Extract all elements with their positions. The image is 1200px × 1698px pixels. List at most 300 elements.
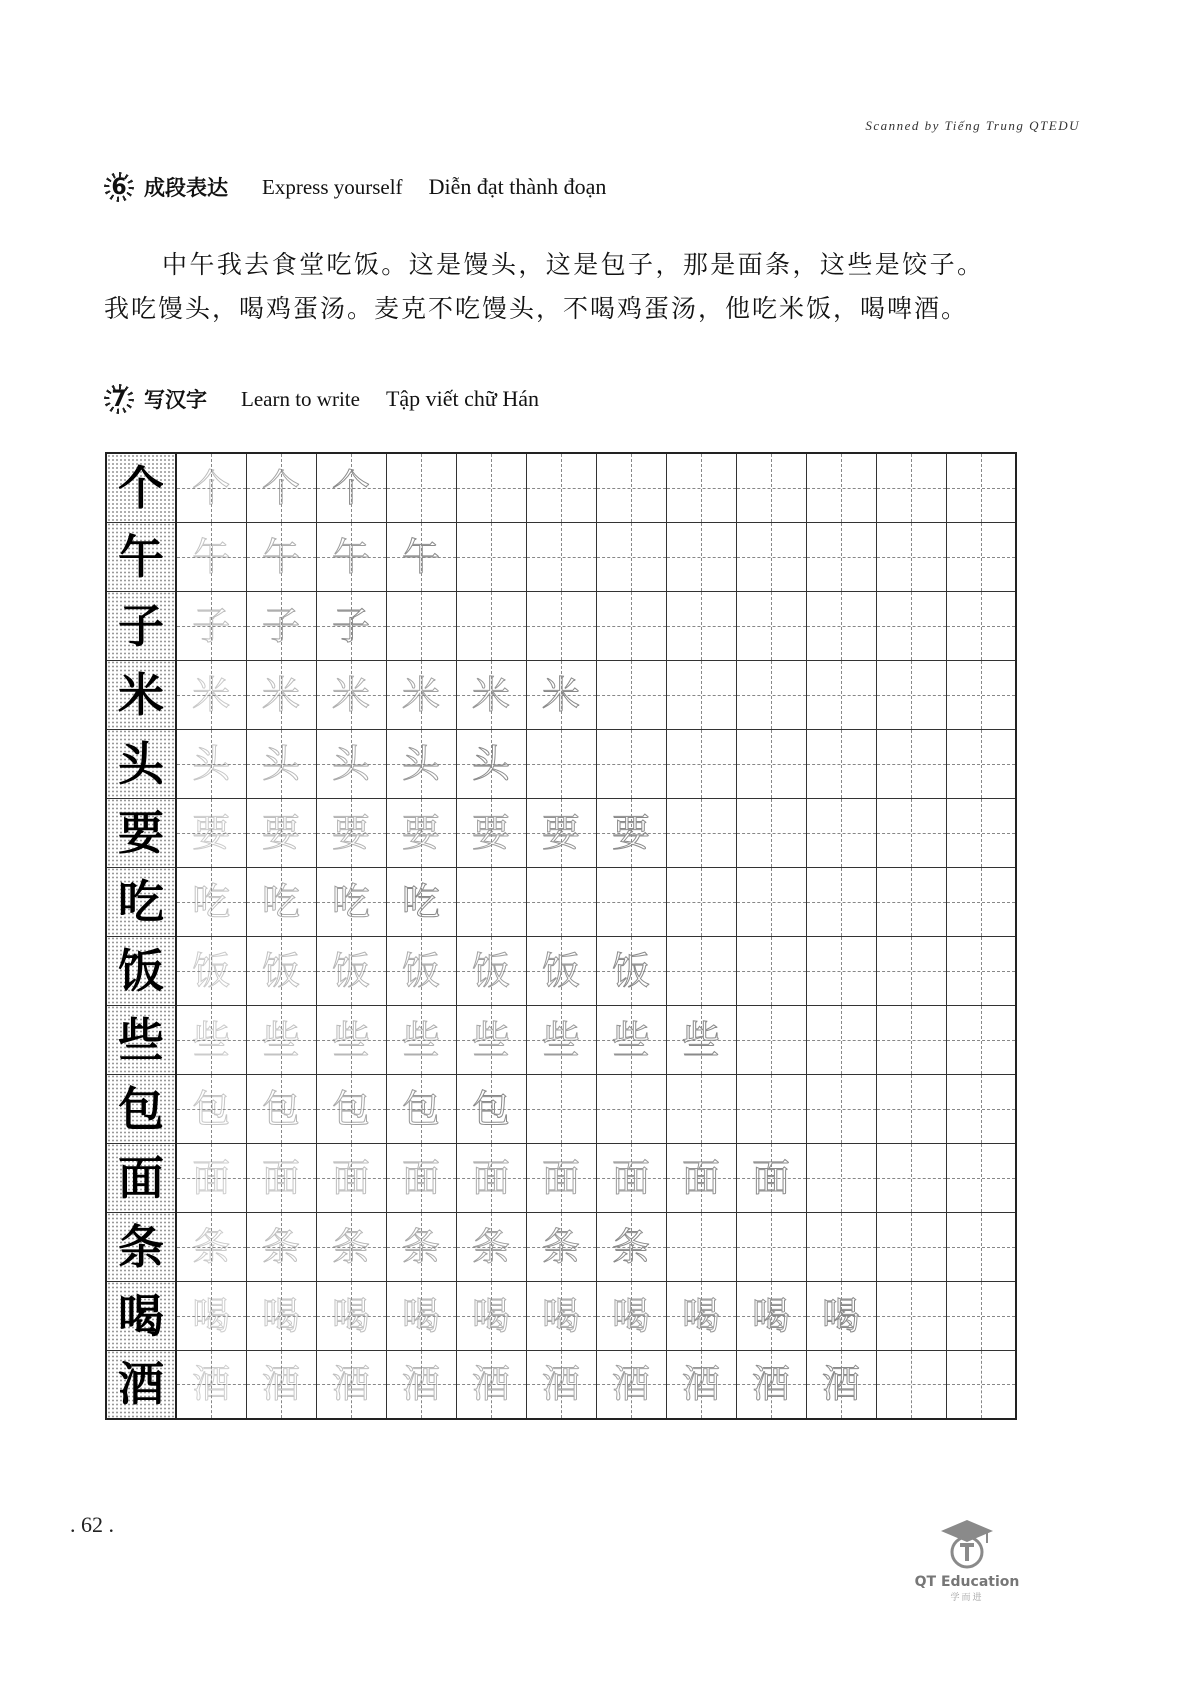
tracing-character: 些 — [331, 1017, 370, 1062]
practice-cell[interactable] — [316, 453, 386, 522]
model-character: 吃 — [118, 874, 164, 929]
practice-cell[interactable] — [316, 1212, 386, 1281]
practice-cell[interactable] — [456, 1005, 526, 1074]
tracing-character: 些 — [541, 1017, 580, 1062]
model-character: 午 — [118, 529, 164, 584]
practice-cell[interactable] — [946, 867, 1016, 936]
practice-cell[interactable] — [176, 1005, 246, 1074]
tracing-character: 些 — [471, 1017, 510, 1062]
practice-cell[interactable] — [806, 453, 876, 522]
practice-cell[interactable] — [806, 867, 876, 936]
practice-cell[interactable] — [316, 522, 386, 591]
tracing-character: 酒 — [192, 1362, 231, 1407]
practice-cell[interactable] — [316, 798, 386, 867]
practice-cell[interactable] — [876, 1212, 946, 1281]
practice-cell[interactable] — [806, 1281, 876, 1350]
practice-cell[interactable] — [456, 660, 526, 729]
tracing-character: 子 — [331, 603, 370, 648]
practice-cell[interactable] — [596, 936, 666, 1005]
model-character: 子 — [118, 598, 164, 653]
practice-cell[interactable] — [316, 1143, 386, 1212]
tracing-character: 要 — [471, 810, 510, 855]
tracing-character: 吃 — [192, 879, 231, 924]
practice-cell[interactable] — [876, 1005, 946, 1074]
practice-cell[interactable] — [946, 1074, 1016, 1143]
tracing-character: 子 — [192, 603, 231, 648]
practice-cell[interactable] — [876, 798, 946, 867]
practice-row — [106, 1281, 1016, 1350]
tracing-character: 喝 — [681, 1293, 720, 1338]
practice-cell[interactable] — [946, 1143, 1016, 1212]
practice-cell[interactable] — [666, 1005, 736, 1074]
practice-cell[interactable] — [736, 591, 806, 660]
tracing-character: 米 — [541, 672, 580, 717]
practice-cell[interactable] — [736, 936, 806, 1005]
practice-cell[interactable] — [386, 867, 456, 936]
practice-cell[interactable] — [386, 798, 456, 867]
tracing-character: 午 — [401, 534, 440, 579]
tracing-character: 条 — [401, 1224, 440, 1269]
tracing-character: 午 — [331, 534, 370, 579]
practice-cell[interactable] — [736, 1212, 806, 1281]
practice-cell[interactable] — [596, 729, 666, 798]
tracing-character: 饭 — [192, 948, 231, 993]
tracing-character: 要 — [401, 810, 440, 855]
practice-cell[interactable] — [876, 453, 946, 522]
practice-cell[interactable] — [456, 1281, 526, 1350]
practice-cell[interactable] — [176, 660, 246, 729]
practice-cell[interactable] — [946, 1350, 1016, 1419]
practice-cell[interactable] — [246, 1212, 316, 1281]
practice-cell[interactable] — [806, 591, 876, 660]
tracing-character: 喝 — [751, 1293, 790, 1338]
tracing-character: 酒 — [611, 1362, 650, 1407]
model-character-cell — [106, 729, 176, 798]
practice-cell[interactable] — [526, 798, 596, 867]
section-7-title-vi: Tập viết chữ Hán — [385, 386, 539, 411]
tracing-character: 米 — [192, 672, 231, 717]
section-number-badge-icon: 6 — [104, 172, 134, 202]
model-character: 喝 — [118, 1288, 164, 1343]
practice-cell[interactable] — [666, 1143, 736, 1212]
tracing-character: 头 — [261, 741, 300, 786]
tracing-character: 条 — [192, 1224, 231, 1269]
practice-cell[interactable] — [596, 1212, 666, 1281]
practice-cell[interactable] — [246, 798, 316, 867]
practice-cell[interactable] — [246, 936, 316, 1005]
tracing-character: 饭 — [331, 948, 370, 993]
model-character-cell — [106, 798, 176, 867]
practice-cell[interactable] — [246, 591, 316, 660]
practice-cell[interactable] — [946, 936, 1016, 1005]
model-character: 米 — [118, 667, 164, 722]
practice-row — [106, 1143, 1016, 1212]
practice-cell[interactable] — [946, 1281, 1016, 1350]
practice-row — [106, 1212, 1016, 1281]
practice-row — [106, 522, 1016, 591]
practice-cell[interactable] — [596, 1005, 666, 1074]
practice-cell[interactable] — [246, 1005, 316, 1074]
model-character-cell — [106, 1350, 176, 1419]
practice-cell[interactable] — [526, 453, 596, 522]
tracing-character: 包 — [261, 1086, 300, 1131]
practice-cell[interactable] — [176, 591, 246, 660]
practice-cell[interactable] — [946, 729, 1016, 798]
practice-cell[interactable] — [876, 1281, 946, 1350]
practice-cell[interactable] — [806, 1350, 876, 1419]
model-character: 饭 — [118, 943, 164, 998]
tracing-character: 条 — [541, 1224, 580, 1269]
practice-cell[interactable] — [386, 1212, 456, 1281]
tracing-character: 条 — [471, 1224, 510, 1269]
model-character: 些 — [118, 1012, 164, 1067]
tracing-character: 喝 — [261, 1293, 300, 1338]
tracing-character: 头 — [471, 741, 510, 786]
practice-cell[interactable] — [666, 798, 736, 867]
practice-cell[interactable] — [526, 1074, 596, 1143]
page-number: . 62 . — [70, 1512, 114, 1537]
practice-cell[interactable] — [736, 867, 806, 936]
practice-cell[interactable] — [316, 1281, 386, 1350]
section-7-title-zh: 写汉字 — [144, 388, 207, 412]
section-6-title-zh: 成段表达 — [144, 176, 228, 200]
tracing-character: 些 — [261, 1017, 300, 1062]
tracing-character: 头 — [192, 741, 231, 786]
tracing-character: 头 — [401, 741, 440, 786]
practice-cell[interactable] — [876, 660, 946, 729]
practice-cell[interactable] — [316, 867, 386, 936]
model-character: 个 — [118, 460, 164, 515]
tracing-character: 米 — [471, 672, 510, 717]
practice-cell[interactable] — [666, 1350, 736, 1419]
practice-cell[interactable] — [946, 453, 1016, 522]
practice-cell[interactable] — [876, 867, 946, 936]
tracing-character: 个 — [331, 465, 370, 510]
practice-cell[interactable] — [316, 1005, 386, 1074]
practice-cell[interactable] — [456, 1074, 526, 1143]
practice-cell[interactable] — [526, 729, 596, 798]
tracing-character: 酒 — [821, 1362, 860, 1407]
practice-cell[interactable] — [526, 660, 596, 729]
logo-subtitle: 学而进 — [950, 1593, 984, 1603]
practice-cell[interactable] — [386, 1074, 456, 1143]
practice-cell[interactable] — [176, 1212, 246, 1281]
practice-row — [106, 867, 1016, 936]
tracing-character: 些 — [681, 1017, 720, 1062]
practice-cell[interactable] — [526, 1350, 596, 1419]
model-character: 包 — [118, 1081, 164, 1136]
practice-cell[interactable] — [316, 936, 386, 1005]
practice-cell[interactable] — [386, 1005, 456, 1074]
scan-watermark: Scanned by Tiếng Trung QTEDU — [865, 118, 1080, 133]
practice-row — [106, 729, 1016, 798]
practice-cell[interactable] — [456, 798, 526, 867]
practice-cell[interactable] — [176, 1074, 246, 1143]
practice-cell[interactable] — [176, 522, 246, 591]
practice-cell[interactable] — [806, 660, 876, 729]
practice-cell[interactable] — [876, 936, 946, 1005]
tracing-character: 喝 — [821, 1293, 860, 1338]
practice-cell[interactable] — [456, 1212, 526, 1281]
tracing-character: 条 — [331, 1224, 370, 1269]
tracing-character: 喝 — [401, 1293, 440, 1338]
tracing-character: 要 — [541, 810, 580, 855]
model-character: 面 — [118, 1150, 164, 1205]
practice-cell[interactable] — [946, 798, 1016, 867]
tracing-character: 米 — [261, 672, 300, 717]
practice-cell[interactable] — [526, 867, 596, 936]
model-character-cell — [106, 936, 176, 1005]
practice-cell[interactable] — [246, 729, 316, 798]
practice-cell[interactable] — [176, 936, 246, 1005]
practice-cell[interactable] — [666, 867, 736, 936]
writing-practice-grid — [105, 452, 1017, 1420]
tracing-character: 喝 — [541, 1293, 580, 1338]
practice-row — [106, 1350, 1016, 1419]
practice-cell[interactable] — [316, 660, 386, 729]
practice-cell[interactable] — [456, 453, 526, 522]
practice-cell[interactable] — [456, 867, 526, 936]
practice-cell[interactable] — [666, 1281, 736, 1350]
practice-row — [106, 591, 1016, 660]
tracing-character: 午 — [192, 534, 231, 579]
practice-cell[interactable] — [596, 1143, 666, 1212]
practice-cell[interactable] — [526, 1281, 596, 1350]
tracing-character: 吃 — [331, 879, 370, 924]
practice-cell[interactable] — [806, 522, 876, 591]
practice-cell[interactable] — [736, 1074, 806, 1143]
practice-cell[interactable] — [386, 591, 456, 660]
practice-cell[interactable] — [876, 591, 946, 660]
tracing-character: 条 — [261, 1224, 300, 1269]
practice-cell[interactable] — [736, 729, 806, 798]
tracing-character: 些 — [611, 1017, 650, 1062]
tracing-character: 酒 — [401, 1362, 440, 1407]
practice-cell[interactable] — [526, 1212, 596, 1281]
model-character-cell — [106, 591, 176, 660]
practice-cell[interactable] — [456, 729, 526, 798]
tracing-character: 包 — [401, 1086, 440, 1131]
practice-cell[interactable] — [526, 936, 596, 1005]
section-6-title-vi: Diễn đạt thành đoạn — [428, 174, 607, 199]
reading-passage: 中午我去食堂吃饭。这是馒头，这是包子，那是面条，这些是饺子。我吃馒头，喝鸡蛋汤。麦克不吃馒头，不喝鸡蛋汤，他吃米饭，喝啤酒。 — [104, 250, 984, 323]
practice-cell[interactable] — [316, 1350, 386, 1419]
tracing-character: 面 — [471, 1155, 510, 1200]
practice-cell[interactable] — [386, 522, 456, 591]
tracing-character: 饭 — [611, 948, 650, 993]
practice-cell[interactable] — [666, 1074, 736, 1143]
practice-cell[interactable] — [736, 1005, 806, 1074]
practice-cell[interactable] — [806, 798, 876, 867]
practice-cell[interactable] — [526, 1005, 596, 1074]
practice-cell[interactable] — [736, 522, 806, 591]
practice-cell[interactable] — [666, 936, 736, 1005]
tracing-character: 酒 — [261, 1362, 300, 1407]
tracing-character: 面 — [192, 1155, 231, 1200]
practice-cell[interactable] — [946, 591, 1016, 660]
model-character-cell — [106, 1005, 176, 1074]
practice-cell[interactable] — [596, 522, 666, 591]
tracing-character: 面 — [611, 1155, 650, 1200]
practice-cell[interactable] — [596, 591, 666, 660]
tracing-character: 酒 — [331, 1362, 370, 1407]
tracing-character: 饭 — [541, 948, 580, 993]
practice-cell[interactable] — [176, 867, 246, 936]
practice-cell[interactable] — [666, 1212, 736, 1281]
tracing-character: 些 — [401, 1017, 440, 1062]
practice-cell[interactable] — [386, 729, 456, 798]
tracing-character: 酒 — [751, 1362, 790, 1407]
practice-cell[interactable] — [736, 1350, 806, 1419]
practice-cell[interactable] — [876, 1143, 946, 1212]
practice-cell[interactable] — [456, 936, 526, 1005]
practice-cell[interactable] — [246, 1281, 316, 1350]
model-character-cell — [106, 867, 176, 936]
practice-cell[interactable] — [456, 522, 526, 591]
tracing-character: 喝 — [192, 1293, 231, 1338]
practice-cell[interactable] — [876, 1350, 946, 1419]
section-6-header — [104, 172, 606, 202]
practice-cell[interactable] — [666, 453, 736, 522]
tracing-character: 喝 — [611, 1293, 650, 1338]
practice-cell[interactable] — [456, 1143, 526, 1212]
practice-cell[interactable] — [806, 1212, 876, 1281]
model-character: 要 — [118, 805, 164, 860]
tracing-character: 包 — [192, 1086, 231, 1131]
practice-cell[interactable] — [386, 1281, 456, 1350]
practice-row — [106, 453, 1016, 522]
practice-cell[interactable] — [246, 867, 316, 936]
model-character: 条 — [118, 1219, 164, 1274]
practice-cell[interactable] — [386, 936, 456, 1005]
tracing-character: 要 — [192, 810, 231, 855]
tracing-character: 米 — [331, 672, 370, 717]
practice-cell[interactable] — [526, 591, 596, 660]
model-character-cell — [106, 1143, 176, 1212]
practice-cell[interactable] — [176, 798, 246, 867]
practice-cell[interactable] — [596, 660, 666, 729]
practice-cell[interactable] — [736, 453, 806, 522]
practice-cell[interactable] — [736, 1143, 806, 1212]
practice-cell[interactable] — [596, 453, 666, 522]
practice-cell[interactable] — [246, 1350, 316, 1419]
practice-cell[interactable] — [596, 1350, 666, 1419]
tracing-character: 些 — [192, 1017, 231, 1062]
tracing-character: 吃 — [401, 879, 440, 924]
practice-cell[interactable] — [316, 591, 386, 660]
practice-cell[interactable] — [526, 522, 596, 591]
practice-cell[interactable] — [876, 522, 946, 591]
practice-cell[interactable] — [666, 660, 736, 729]
practice-cell[interactable] — [316, 729, 386, 798]
practice-cell[interactable] — [876, 1074, 946, 1143]
practice-cell[interactable] — [386, 1143, 456, 1212]
practice-row — [106, 798, 1016, 867]
practice-row — [106, 1005, 1016, 1074]
practice-cell[interactable] — [246, 660, 316, 729]
practice-row — [106, 936, 1016, 1005]
practice-cell[interactable] — [736, 660, 806, 729]
practice-cell[interactable] — [316, 1074, 386, 1143]
practice-cell[interactable] — [666, 729, 736, 798]
practice-cell[interactable] — [596, 1281, 666, 1350]
tracing-character: 包 — [331, 1086, 370, 1131]
tracing-character: 喝 — [331, 1293, 370, 1338]
practice-cell[interactable] — [386, 1350, 456, 1419]
practice-cell[interactable] — [246, 453, 316, 522]
model-character-cell — [106, 1212, 176, 1281]
tracing-character: 午 — [261, 534, 300, 579]
model-character-cell — [106, 453, 176, 522]
practice-cell[interactable] — [526, 1143, 596, 1212]
practice-cell[interactable] — [806, 729, 876, 798]
model-character-cell — [106, 1281, 176, 1350]
tracing-character: 要 — [261, 810, 300, 855]
practice-cell[interactable] — [246, 1074, 316, 1143]
practice-cell[interactable] — [456, 1350, 526, 1419]
practice-cell[interactable] — [596, 867, 666, 936]
tracing-character: 面 — [541, 1155, 580, 1200]
practice-cell[interactable] — [946, 660, 1016, 729]
tracing-character: 吃 — [261, 879, 300, 924]
practice-cell[interactable] — [386, 453, 456, 522]
practice-cell[interactable] — [946, 522, 1016, 591]
tracing-character: 面 — [401, 1155, 440, 1200]
practice-cell[interactable] — [666, 591, 736, 660]
tracing-character: 头 — [331, 741, 370, 786]
tracing-character: 喝 — [471, 1293, 510, 1338]
section-7-title-en: Learn to write — [241, 386, 360, 411]
tracing-character: 面 — [681, 1155, 720, 1200]
practice-cell[interactable] — [946, 1005, 1016, 1074]
practice-cell[interactable] — [176, 453, 246, 522]
logo-name: QT Education — [914, 1574, 1020, 1590]
practice-cell[interactable] — [736, 798, 806, 867]
practice-cell[interactable] — [876, 729, 946, 798]
tracing-character: 米 — [401, 672, 440, 717]
practice-cell[interactable] — [736, 1281, 806, 1350]
practice-cell[interactable] — [596, 798, 666, 867]
practice-cell[interactable] — [806, 1005, 876, 1074]
tracing-character: 酒 — [541, 1362, 580, 1407]
practice-cell[interactable] — [806, 936, 876, 1005]
tracing-character: 饭 — [261, 948, 300, 993]
practice-cell[interactable] — [666, 522, 736, 591]
practice-cell[interactable] — [456, 591, 526, 660]
practice-cell[interactable] — [386, 660, 456, 729]
tracing-character: 个 — [261, 465, 300, 510]
tracing-character: 包 — [471, 1086, 510, 1131]
practice-cell[interactable] — [176, 1350, 246, 1419]
tracing-character: 面 — [331, 1155, 370, 1200]
tracing-character: 饭 — [471, 948, 510, 993]
practice-cell[interactable] — [946, 1212, 1016, 1281]
model-character-cell — [106, 522, 176, 591]
section-6-title-en: Express yourself — [262, 174, 403, 199]
practice-cell[interactable] — [806, 1143, 876, 1212]
practice-cell[interactable] — [596, 1074, 666, 1143]
graduation-cap-logo-icon — [939, 1518, 995, 1570]
practice-cell[interactable] — [806, 1074, 876, 1143]
practice-cell[interactable] — [176, 729, 246, 798]
section-number-badge-icon: 7 — [104, 384, 134, 414]
practice-cell[interactable] — [176, 1281, 246, 1350]
practice-cell[interactable] — [176, 1143, 246, 1212]
practice-cell[interactable] — [246, 1143, 316, 1212]
practice-cell[interactable] — [246, 522, 316, 591]
tracing-character: 饭 — [401, 948, 440, 993]
tracing-character: 个 — [192, 465, 231, 510]
